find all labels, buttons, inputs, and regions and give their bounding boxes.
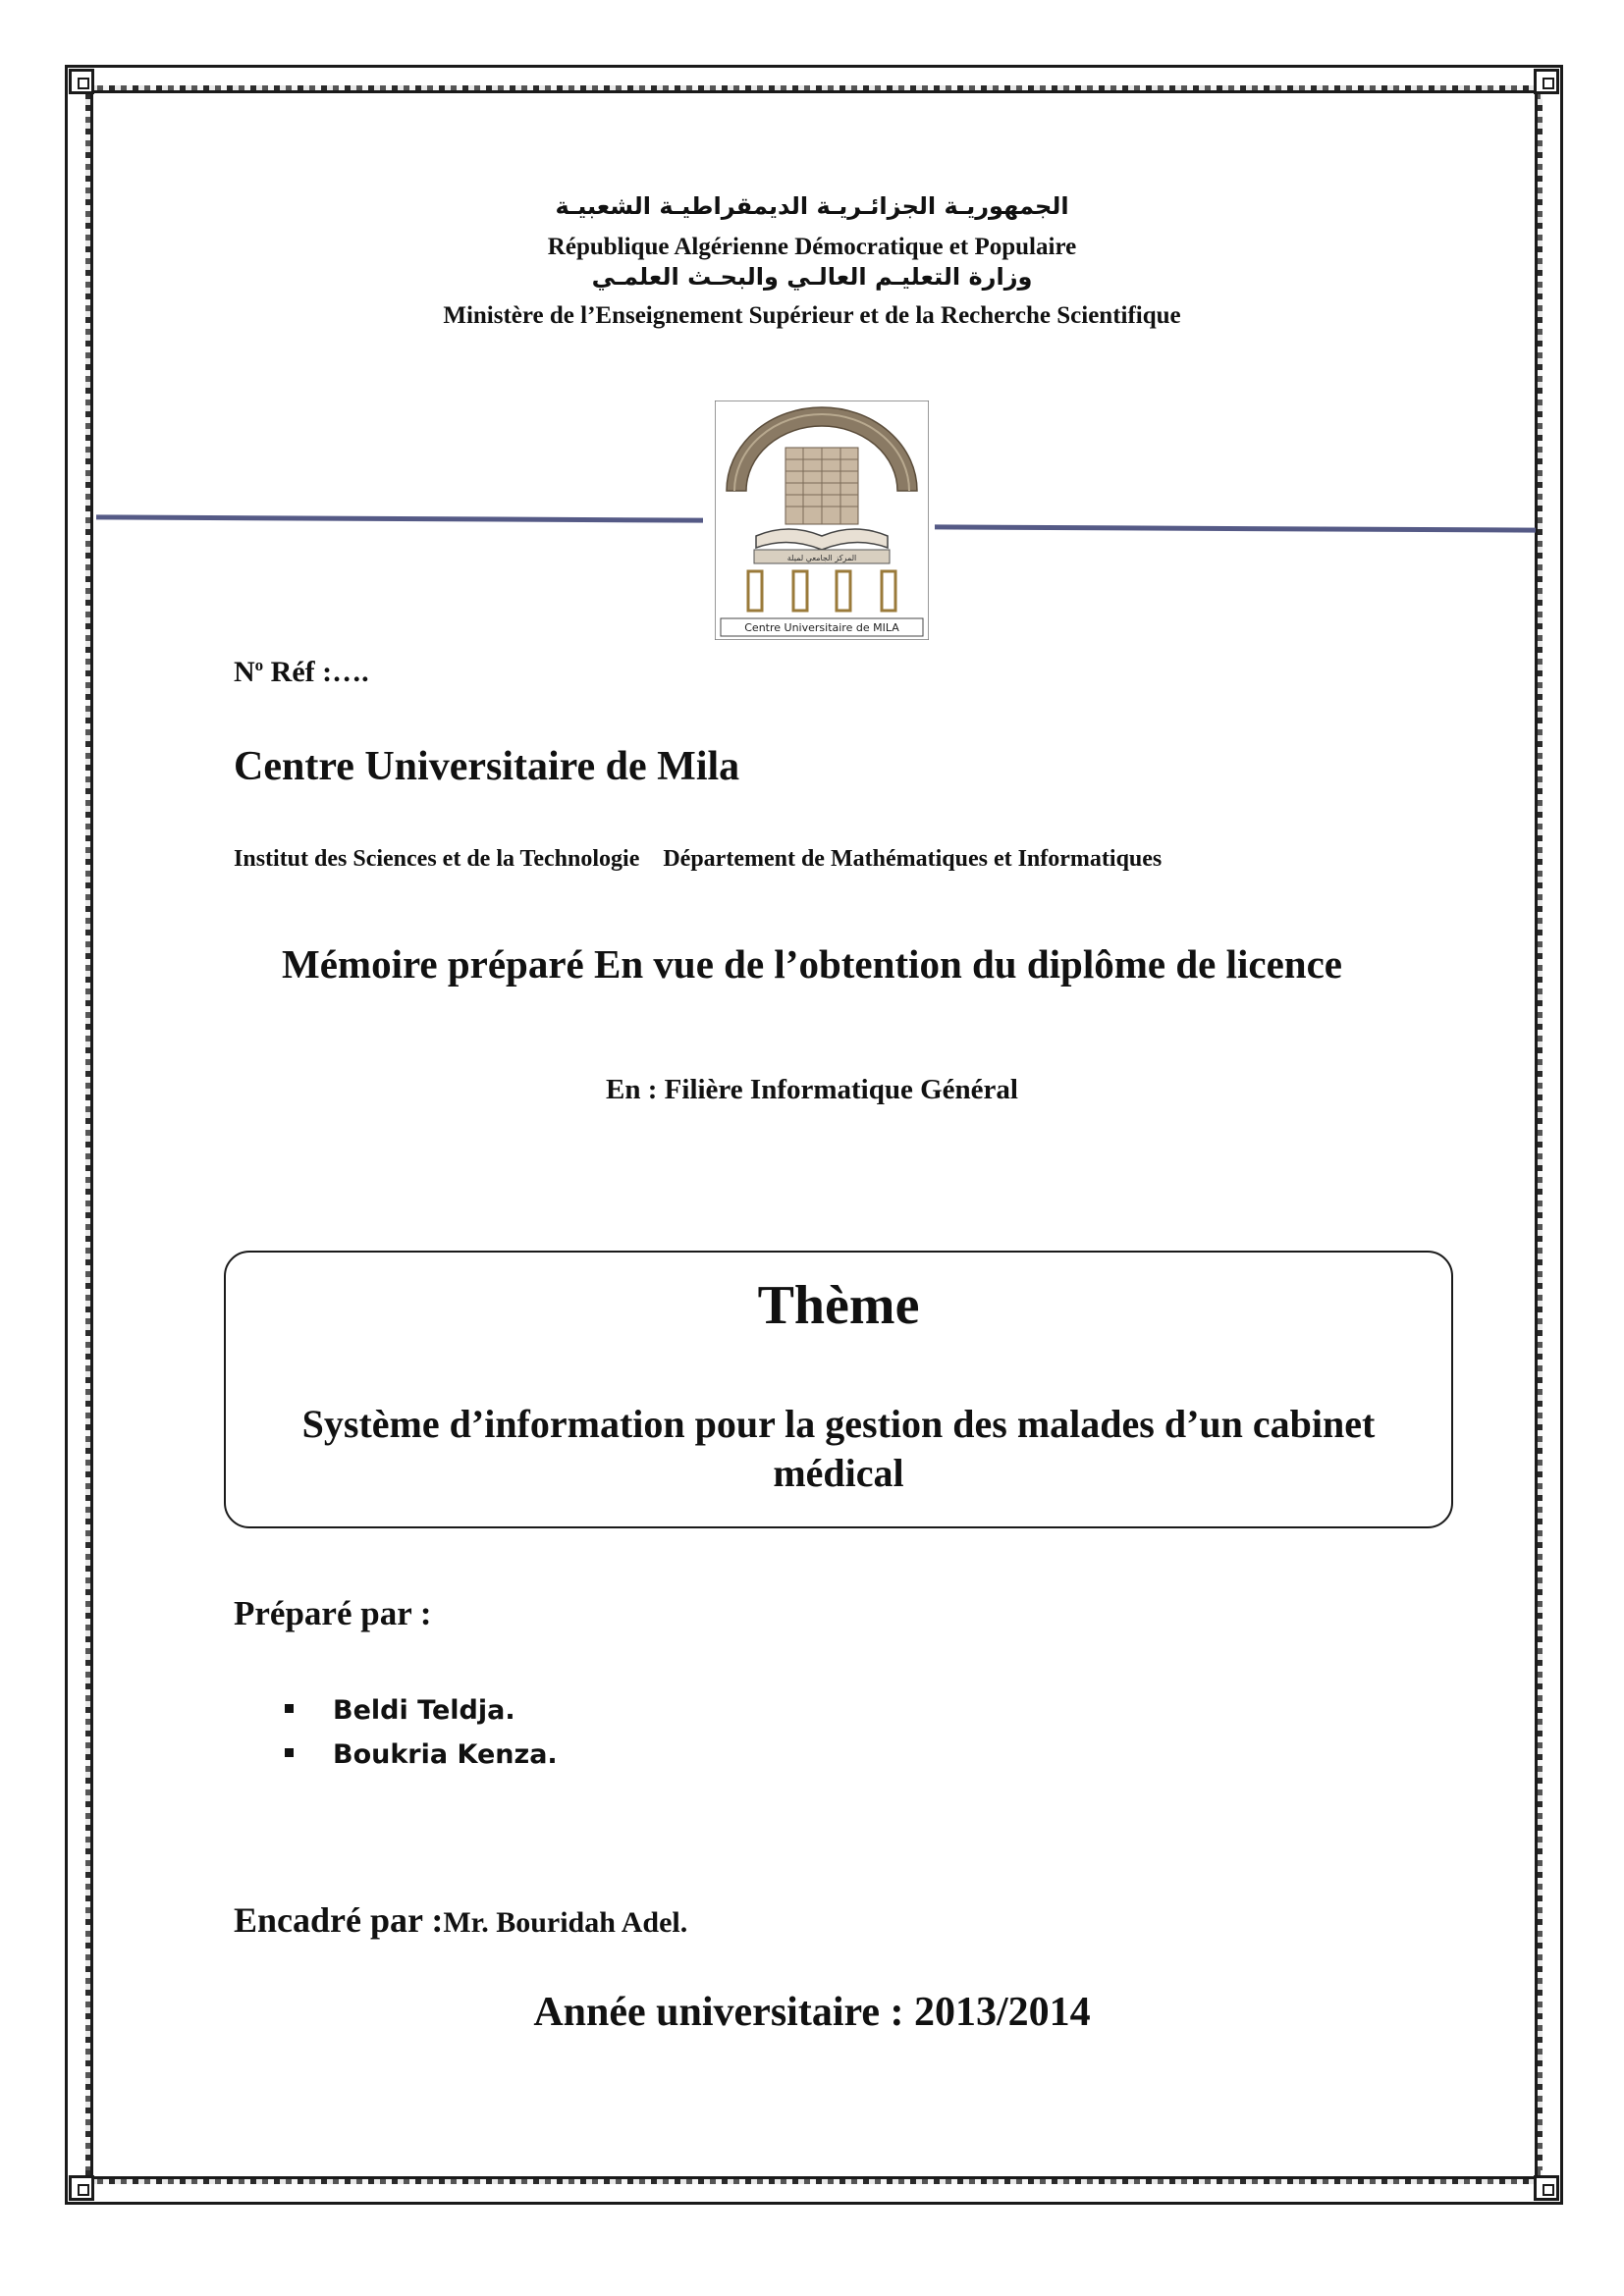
ministry-arabic: وزارة التعليـم العالـي والبحـث العلمـي bbox=[591, 263, 1033, 291]
reference-number: $N^o$ Réf :…. bbox=[234, 656, 369, 688]
logo-caption: Centre Universitaire de MILA bbox=[744, 621, 899, 634]
border-corner-ornament bbox=[1534, 2175, 1559, 2201]
institute-department: Institut des Sciences et de la Technologie Département de Mathématiques et Informatiques bbox=[234, 846, 1163, 872]
list-item: Boukria Kenza. bbox=[285, 1733, 558, 1777]
memoire-title: Mémoire préparé En vue de l’obtention du diplôme de licence bbox=[282, 941, 1342, 987]
academic-year: Année universitaire : 2013/2014 bbox=[533, 1990, 1091, 2035]
republic-arabic: الجمهوريـة الجزائـريـة الديمقراطيـة الشعبيـة bbox=[555, 192, 1069, 220]
prepared-by-label: Préparé par : bbox=[234, 1594, 432, 1632]
student-list bbox=[285, 1688, 558, 1777]
border-corner-ornament bbox=[69, 69, 94, 94]
supervisor-name: Mr. Bouridah Adel. bbox=[443, 1906, 688, 1939]
list-item: Beldi Teldja. bbox=[285, 1688, 558, 1733]
bullet-icon bbox=[285, 1748, 294, 1757]
border-corner-ornament bbox=[1534, 69, 1559, 94]
filiere: En : Filière Informatique Général bbox=[606, 1074, 1018, 1105]
republic-french: République Algérienne Démocratique et Populaire bbox=[547, 234, 1077, 260]
university-logo bbox=[715, 400, 929, 640]
ministry-french: Ministère de l’Enseignement Supérieur et de la Recherche Scientifique bbox=[443, 302, 1181, 329]
theme-box bbox=[224, 1251, 1453, 1528]
theme-subject: Système d’information pour la gestion des malades d’un cabinet médical bbox=[301, 1402, 1376, 1495]
logo-arabic-caption: المركز الجامعي لميلة bbox=[786, 554, 857, 562]
supervised-by: Encadré par :Mr. Bouridah Adel. bbox=[234, 1900, 688, 1940]
university-name: Centre Universitaire de Mila bbox=[234, 744, 740, 789]
border-corner-ornament bbox=[69, 2175, 94, 2201]
university-logo-icon bbox=[715, 400, 929, 640]
bullet-icon bbox=[285, 1704, 294, 1713]
theme-title: Thème bbox=[757, 1275, 920, 1336]
